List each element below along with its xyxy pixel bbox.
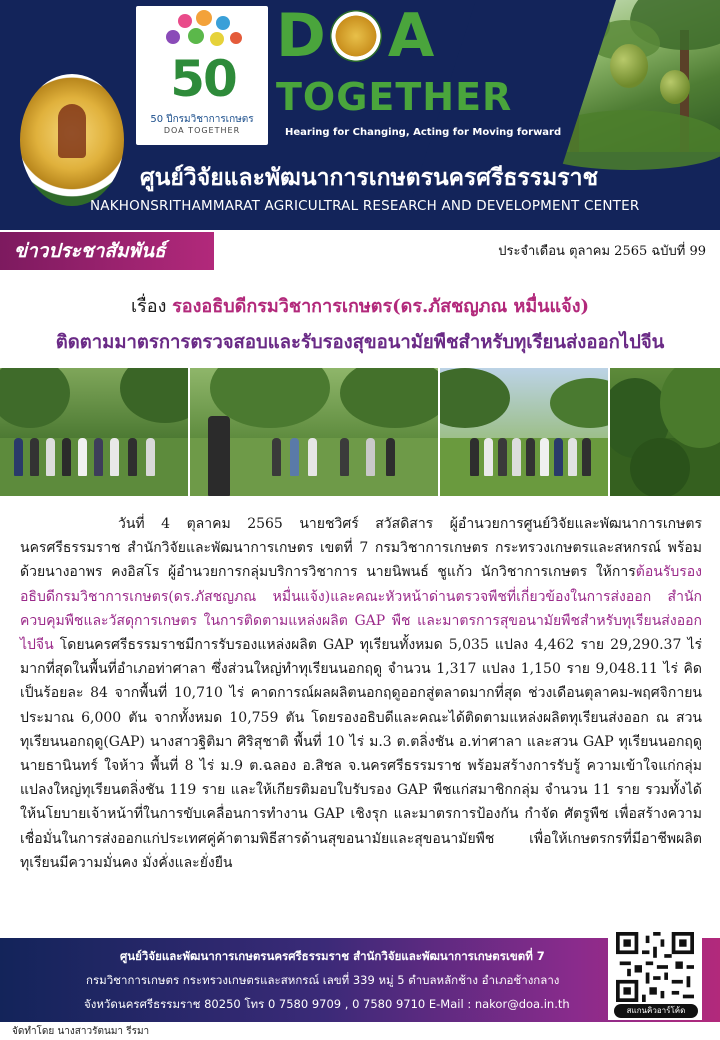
qr-pattern: [616, 932, 694, 1002]
photo-durian-trees: [610, 368, 720, 496]
doa-emblem-icon: [330, 10, 382, 62]
article-body: [20, 512, 702, 875]
footer-line-1: ศูนย์วิจัยและพัฒนาการเกษตรนครศรีธรรมราช สำนักวิจัยและพัฒนาการเกษตรเขตที่ 7: [120, 949, 545, 963]
footer-line-2: กรมวิชาการเกษตร กระทรวงเกษตรและสหกรณ์ เลขที่ 339 หมู่ 5 ตำบลหลักช้าง อำเภอช้างกลาง: [86, 973, 560, 987]
body-part-1: วันที่ 4 ตุลาคม 2565 นายชวิศร์ สวัสดิสาร ผู้อำนวยการศูนย์วิจัยและพัฒนาการเกษตรนครศรีธรรมราช สำนักวิจัยและพัฒนาการเกษตร เขตที่ 7 กรมวิชาการเกษตร กระทรวงเกษตรและสหกรณ์ พร้อมด้วยนางอาพร คงอิสโร ผู้อำนวยการกลุ่มบริการวิชาการ นายนิพนธ์ ชูแก้ว นักวิชาการเกษตร ให้การ: [20, 516, 702, 581]
body-part-2: โดยนครศรีธรรมราชมีการรับรองแหล่งผลิต GAP ทุเรียนทั้งหมด 5,035 แปลง 4,462 ราย 29,290.37 ไร่ มากที่สุดในพื้นที่อำเภอท่าศาลา ซึ่งส่วนใหญ่ทำทุเรียนนอกฤดู จำนวน 1,317 แปลง 1,150 ราย 9,048.11 ไร่ คิดเป็นร้อยละ 84 จากพื้นที่ 10,710 ไร่ คาดการณ์ผลผลิตนอกฤดูออกสู่ตลาดมากที่สุด ช่วงเดือนตุลาคม-พฤศจิกายน ประมาณ 6,000 ตัน จากทั้งหมด 10,759 ตัน โดยรองอธิบดีและคณะได้ติดตามแหล่งผลิตทุเรียนส่งออก ณ สวนทุเรียนนอกฤดู(GAP) นางสาวฐิติมา ศิริสุชาติ พื้นที่ 10 ไร่ ม.3 ต.ตลิ่งชัน อ.ท่าศาลา และสวน GAP ทุเรียนนอกฤดู นายธานินทร์ ใจห้าว พื้นที่ 8 ไร่ ม.9 ต.ฉลอง อ.สิชล จ.นครศรีธรรมราช พร้อมสร้างการรับรู้ ความเข้าใจแก่กลุ่มแปลงใหญ่ทุเรียนตลิ่งชัน 119 ราย และให้เกียรติมอบใบรับรอง GAP พืชแก่สมาชิกกลุ่ม จำนวน 11 ราย รวมทั้งได้ให้นโยบายเจ้าหน้าที่ในการขับเคลื่อนการทำงาน GAP เชิงรุก และมาตรการป้องกัน กำจัด ศัตรูพืช เพื่อสร้างความเชื่อมั่นในการส่งออกแก่ประเทศคู่ค้าตามพิธีสารด้านสุขอนามัยและสุขอนามัยพืช เพื่อให้เกษตรกรที่มีอาชีพผลิตทุเรียนมีความมั่นคง มั่งคั่งและยั่งยืน: [20, 637, 702, 871]
news-section-tag: ข่าวประชาสัมพันธ์: [0, 232, 214, 270]
header-banner: [0, 0, 720, 230]
qr-code-icon[interactable]: [608, 926, 702, 1020]
credit-line: จัดทำโดย นางสาวรัตนมา รีรมา: [12, 1026, 150, 1037]
doa-50-years-logo: [136, 6, 268, 145]
doa-letter-d: D: [276, 1, 328, 71]
photo-group-orchard: [0, 368, 190, 496]
photo-speaking: [190, 368, 440, 496]
issue-info: ประจำเดือน ตุลาคม 2565 ฉบับที่ 99: [498, 244, 706, 259]
logo-50-caption: 50 ปีกรมวิชาการเกษตร: [150, 114, 254, 125]
center-name-english: NAKHONSRITHAMMARAT AGRICULTRAL RESEARCH AND DEVELOPMENT CENTER: [90, 198, 640, 214]
photo-strip: [0, 368, 720, 496]
body-highlight: ต้อนรับรองอธิบดีกรมวิชาการเกษตร(ดร.ภัสชญภณ หมื่นแจ้ง)และคณะหัวหน้าด่านตรวจพืชที่เกี่ยวข้องในการส่งออก สำนักควบคุมพืชและวัสดุการเกษตร ในการติดตามแหล่งผลิต GAP พืช และมาตรการสุขอนามัยพืชสำหรับทุเรียนส่งออกไปจีน: [20, 564, 702, 654]
logo-50-number: 50: [170, 50, 236, 108]
footer-line-3: จังหวัดนครศรีธรรมราช 80250 โทร 0 7580 9709 , 0 7580 9710 E-Mail : nakor@doa.in.th: [84, 997, 570, 1011]
headline-lead: เรื่อง: [130, 296, 167, 317]
center-name-thai: ศูนย์วิจัยและพัฒนาการเกษตรนครศรีธรรมราช: [140, 165, 599, 191]
together-wordmark: TOGETHER: [276, 75, 513, 119]
provincial-seal-icon: [20, 74, 124, 206]
headline-line-1: [0, 291, 720, 320]
logo-50-caption-en: DOA TOGETHER: [163, 126, 241, 135]
headline-line-2: ติดตามมาตรการตรวจสอบและรับรองสุขอนามัยพืชสำหรับทุเรียนส่งออกไปจีน: [55, 332, 665, 353]
photo-group-field: [440, 368, 610, 496]
tagline: Hearing for Changing, Acting for Moving forward: [285, 127, 562, 138]
qr-caption: สแกนคิวอาร์โค้ด: [614, 1004, 698, 1018]
doa-letter-a: A: [387, 1, 437, 71]
article-paragraph: [20, 512, 702, 875]
headline-subject: รองอธิบดีกรมวิชาการเกษตร(ดร.ภัสชญภณ หมื่นแจ้ง): [172, 296, 589, 317]
